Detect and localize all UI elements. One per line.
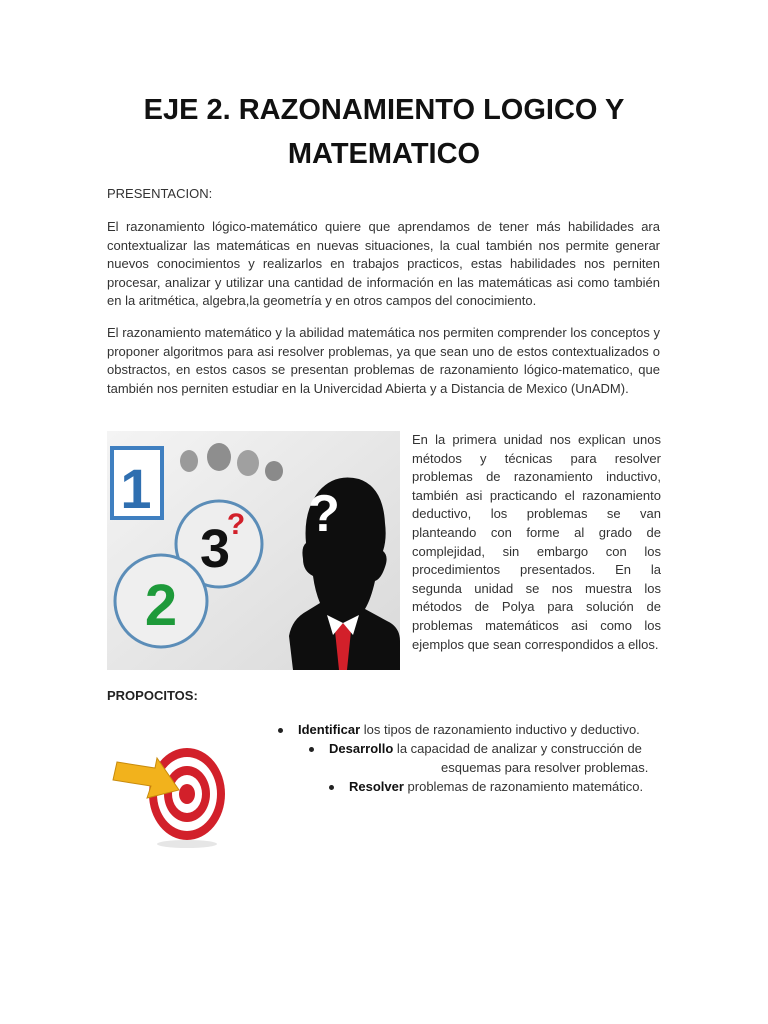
proposito-item-2: [329, 739, 642, 758]
reasoning-illustration: [107, 431, 400, 670]
bullet-dot-icon: [278, 728, 283, 733]
proposito-text-3: problemas de razonamiento matemático.: [403, 779, 644, 794]
proposito-item-1: [298, 720, 640, 739]
paragraph-units: En la primera unidad nos explican unos métodos y técnicas para resolver problemas de razonamiento inductivo, también asi practicando el razonamiento deductivo, los problemas se van planteando con forme al grado de complejidad, sin embargo con los procedimientos presentados. En la segunda unidad se nos muestra los métodos de Polya para solución de problemas matemáticos asi como los ejemplos que sean correspondidos a ellos.: [412, 432, 661, 652]
bullet-dot-icon: [309, 747, 314, 752]
proposito-keyword-3: Resolver: [349, 779, 404, 794]
question-mark-big: ?: [308, 485, 340, 543]
bullet-dot-icon: [329, 785, 334, 790]
title-line-2: MATEMATICO: [287, 138, 481, 170]
question-mark-small: ?: [226, 508, 246, 541]
title-line-1: EJE 2. RAZONAMIENTO LOGICO Y: [143, 94, 625, 126]
target-icon: [107, 732, 232, 852]
number-three: 3: [199, 519, 231, 579]
proposito-text-1: los tipos de razonamiento inductivo y deductivo.: [360, 722, 640, 737]
paragraph-reasoning: El razonamiento matemático y la abilidad matemática nos permiten comprender los conceptos y proponer algoritmos para asi resolver problemas, ya que sean uno de estos contextualizados o obstractos, en estos casos se presentan problemas de razonamiento lógico-matematico, que también nos perniten estudiar en la Univercidad Abierta y a Distancia de Mexico (UnADM).: [107, 325, 660, 396]
number-one: 1: [120, 457, 152, 520]
number-two: 2: [144, 573, 178, 638]
presentacion-heading: PRESENTACION:: [107, 186, 213, 201]
page-title: [0, 88, 768, 176]
proposito-item-2-continuation: esquemas para resolver problemas.: [441, 760, 649, 775]
propositos-heading: PROPOCITOS:: [107, 688, 198, 703]
proposito-item-3: [349, 777, 643, 796]
proposito-keyword-1: Identificar: [298, 722, 361, 737]
proposito-text-2: la capacidad de analizar y construcción de: [393, 741, 642, 756]
proposito-keyword-2: Desarrollo: [329, 741, 394, 756]
paragraph-intro: El razonamiento lógico-matemático quiere que aprendamos de tener más habilidades ara contextualizar las matemáticas en nuevas situaciones, la cual también nos permite generar nuevos conocimientos y realizarlos en trabajos practicos, estas habilidades nos perniten procesar, analizar y utilizar una cantidad de información en las matemáticas asi como también en la aritmética, algebra,la geometría y en otros campos del conocimiento.: [107, 219, 660, 309]
